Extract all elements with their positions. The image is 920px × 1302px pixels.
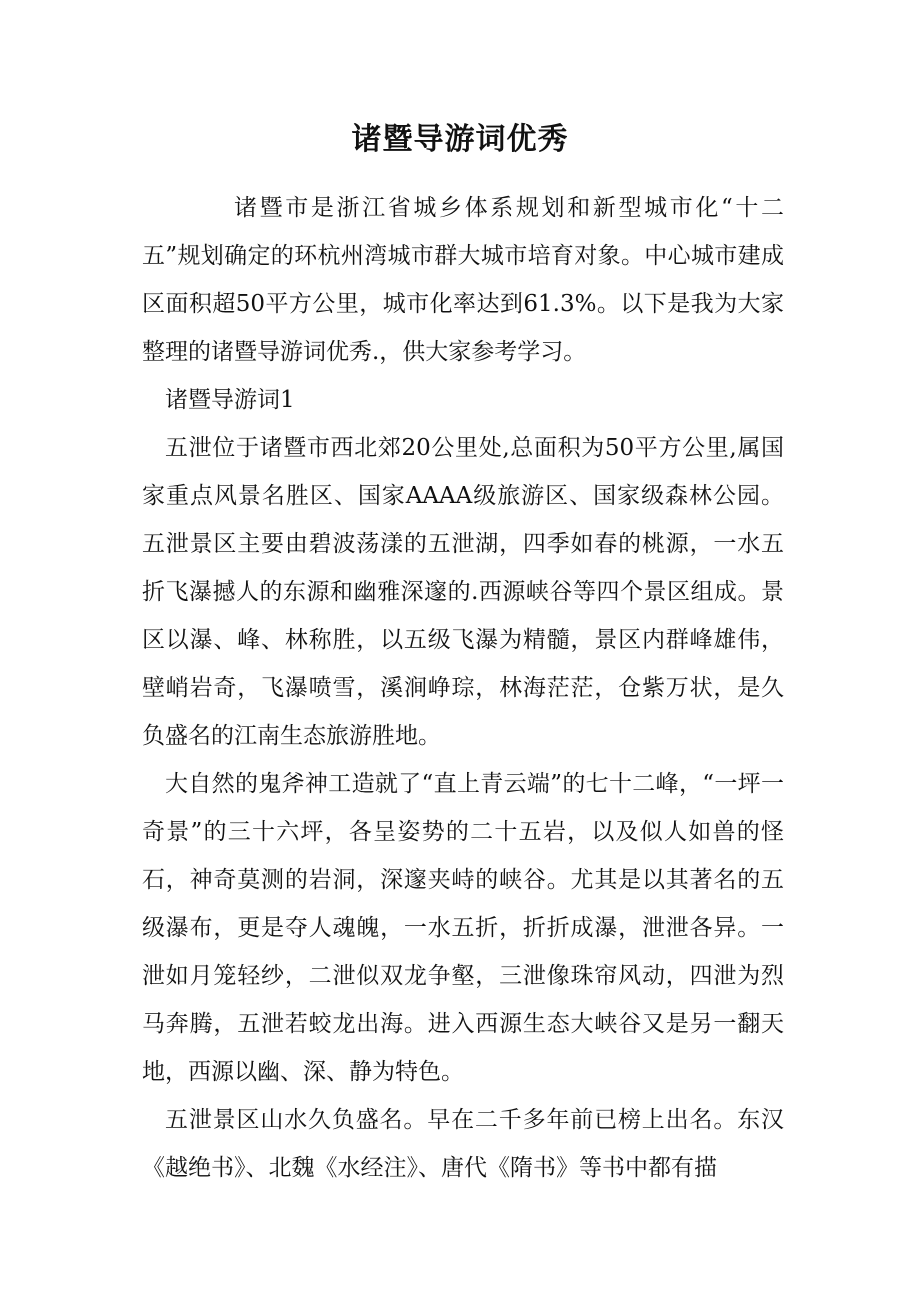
body-paragraph: 大自然的鬼斧神工造就了“直上青云端”的七十二峰，“一坪一奇景”的三十六坪，各呈姿势的二十五岩，以及似人如兽的怪石，神奇莫测的岩洞，深邃夹峙的峡谷。尤其是以其著名的五级瀑布，更是夺人魂魄，一水五折，折折成瀑，泄泄各异。一泄如月笼轻纱，二泄似双龙争壑，三泄像珠帘风动，四泄为烈马奔腾，五泄若蛟龙出海。进入西源生态大峡谷又是另一翻天地，西源以幽、深、静为特色。 bbox=[142, 771, 784, 1085]
section-heading: 诸暨导游词1 bbox=[165, 387, 295, 413]
document-title: 诸暨导游词优秀 bbox=[351, 122, 569, 157]
document-body bbox=[142, 184, 784, 1192]
intro-paragraph: 诸暨市是浙江省城乡体系规划和新型城市化“十二五”规划确定的环杭州湾城市群大城市培育对象。中心城市建成区面积超50平方公里，城市化率达到61.3%。以下是我为大家整理的诸暨导游词优秀.，供大家参考学习。 bbox=[142, 195, 784, 365]
body-paragraph: 五泄景区山水久负盛名。早在二千多年前已榜上出名。东汉《越绝书》、北魏《水经注》、唐代《隋书》等书中都有描 bbox=[142, 1107, 784, 1181]
body-paragraph: 五泄位于诸暨市西北郊20公里处,总面积为50平方公里,属国家重点风景名胜区、国家AAAA级旅游区、国家级森林公园。 五泄景区主要由碧波荡漾的五泄湖，四季如春的桃源，一水五折飞瀑撼人的东源和幽雅深邃的.西源峡谷等四个景区组成。景区以瀑、峰、林称胜，以五级飞瀑为精髓，景区内群峰雄伟，壁峭岩奇，飞瀑喷雪，溪涧峥琮，林海茫茫，仓紫万状，是久负盛名的江南生态旅游胜地。 bbox=[142, 435, 784, 749]
